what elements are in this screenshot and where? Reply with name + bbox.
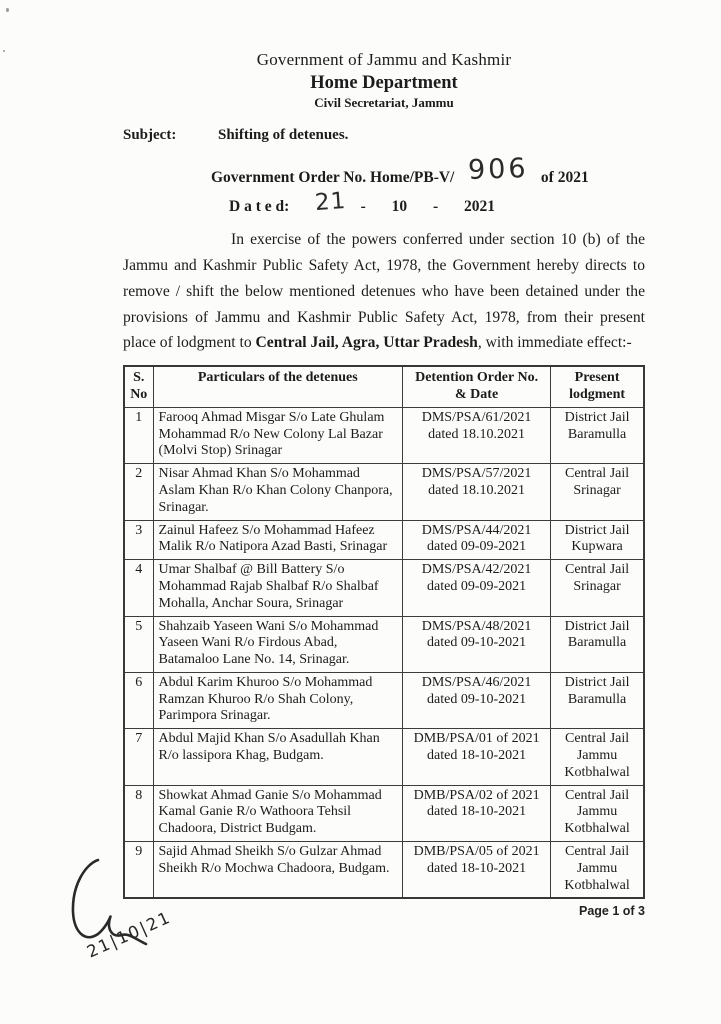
lodgment-cell: District Jail Baramulla <box>551 616 644 672</box>
detenues-table <box>123 365 645 899</box>
order-number-prefix: Government Order No. Home/PB-V/ <box>211 169 455 187</box>
table-header-row <box>124 366 644 407</box>
lodgment-cell: District Jail Baramulla <box>551 407 644 463</box>
subject-text: Shifting of detenues. <box>218 127 349 144</box>
detention-order-number: DMS/PSA/57/2021 <box>421 466 532 482</box>
table-row <box>124 520 644 560</box>
table-row <box>124 407 644 463</box>
detention-order-date: dated 18-10-2021 <box>427 860 527 876</box>
handwritten-date: 21|10|21 <box>84 907 175 962</box>
table-row <box>124 672 644 728</box>
sno-cell: 9 <box>124 842 153 899</box>
dated-label: D a t e d: <box>229 198 290 216</box>
dated-line <box>229 188 645 217</box>
detention-order-number: DMB/PSA/02 of 2021 <box>413 787 540 803</box>
particulars-cell: Farooq Ahmad Misgar S/o Late Ghulam Mohammad R/o New Colony Lal Bazar (Molvi Stop) Srinagar <box>153 407 403 463</box>
table-row <box>124 785 644 841</box>
detention-order-date: dated 18.10.2021 <box>428 426 525 442</box>
sno-cell: 4 <box>124 560 153 616</box>
body-destination-bold: Central Jail, Agra, Uttar Pradesh <box>255 334 478 352</box>
secretariat-subtitle: Civil Secretariat, Jammu <box>314 95 454 111</box>
table-row <box>124 616 644 672</box>
lodgment-cell: District Jail Kupwara <box>551 520 644 560</box>
detention-order-number: DMS/PSA/46/2021 <box>421 674 532 690</box>
detention-order-cell <box>403 464 551 520</box>
particulars-cell: Umar Shalbaf @ Bill Battery S/o Mohammad Rajab Shalbaf R/o Shalbaf Mohalla, Anchar Soura, Srinagar <box>153 560 403 616</box>
lodgment-cell: Central Jail Srinagar <box>551 560 644 616</box>
particulars-cell: Shahzaib Yaseen Wani S/o Mohammad Yaseen Wani R/o Firdous Abad, Batamaloo Lane No. 14, Srinagar. <box>153 616 403 672</box>
particulars-cell: Nisar Ahmad Khan S/o Mohammad Aslam Khan R/o Khan Colony Chanpora, Srinagar. <box>153 464 403 520</box>
sno-cell: 2 <box>124 464 153 520</box>
detention-order-number: DMB/PSA/05 of 2021 <box>413 844 540 860</box>
detention-order-number: DMS/PSA/48/2021 <box>421 618 532 634</box>
detention-order-cell <box>403 520 551 560</box>
handwritten-day: 21 <box>314 188 348 217</box>
body-text: In exercise of the powers conferred under section 10 (b) of the Jammu and Kashmir Public Safety Act, 1978, the Government hereby directs to remove / shift the below mentioned detenues who have been detained under the provisions of Jammu and Kashmir Public Safety Act, 1978, from their present place of lodgment to <box>123 231 645 352</box>
detention-order-date: dated 09-09-2021 <box>427 539 527 555</box>
detention-order-date: dated 09-10-2021 <box>427 691 527 707</box>
sno-cell: 3 <box>124 520 153 560</box>
header-detention-order: Detention Order No. & Date <box>403 366 551 407</box>
table-row <box>124 464 644 520</box>
lodgment-cell: District Jail Baramulla <box>551 672 644 728</box>
detention-order-cell <box>403 560 551 616</box>
detention-order-cell <box>403 407 551 463</box>
detention-order-date: dated 18.10.2021 <box>428 482 525 498</box>
page-number: Page 1 of 3 <box>579 904 645 919</box>
lodgment-cell: Central Jail Jammu Kotbhalwal <box>551 729 644 785</box>
detention-order-number: DMB/PSA/01 of 2021 <box>413 731 540 747</box>
header-particulars: Particulars of the detenues <box>153 366 403 407</box>
lodgment-cell: Central Jail Srinagar <box>551 464 644 520</box>
header-present-lodgment: Present lodgment <box>551 366 644 407</box>
detention-order-cell <box>403 842 551 899</box>
sno-cell: 8 <box>124 785 153 841</box>
subject-label: Subject: <box>123 127 177 144</box>
scan-speck <box>6 8 9 12</box>
table-row <box>124 729 644 785</box>
dated-month-year: - 10 - 2021 <box>360 198 496 216</box>
lodgment-cell: Central Jail Jammu Kotbhalwal <box>551 842 644 899</box>
header-sno: S. No <box>124 366 153 407</box>
order-number-line <box>211 153 645 189</box>
sno-cell: 7 <box>124 729 153 785</box>
sno-cell: 5 <box>124 616 153 672</box>
particulars-cell: Abdul Majid Khan S/o Asadullah Khan R/o lassipora Khag, Budgam. <box>153 729 403 785</box>
detention-order-date: dated 18-10-2021 <box>427 804 527 820</box>
government-title: Government of Jammu and Kashmir <box>256 50 512 69</box>
detention-order-number: DMS/PSA/44/2021 <box>421 522 532 538</box>
handwritten-order-number: 906 <box>467 153 530 187</box>
detention-order-cell <box>403 672 551 728</box>
order-body-paragraph <box>123 227 645 356</box>
document-header <box>123 50 645 111</box>
particulars-cell: Abdul Karim Khuroo S/o Mohammad Ramzan Khuroo R/o Shah Colony, Parimpora Srinagar. <box>153 672 403 728</box>
order-block <box>211 153 645 217</box>
table-row <box>124 560 644 616</box>
detention-order-date: dated 09-09-2021 <box>427 578 527 594</box>
sno-cell: 6 <box>124 672 153 728</box>
order-number-suffix: of 2021 <box>540 169 589 187</box>
detention-order-number: DMS/PSA/61/2021 <box>421 409 532 425</box>
detention-order-number: DMS/PSA/42/2021 <box>421 562 532 578</box>
department-title: Home Department <box>310 72 458 93</box>
detention-order-cell <box>403 729 551 785</box>
detention-order-date: dated 09-10-2021 <box>427 635 527 651</box>
table-row <box>124 842 644 899</box>
scan-speck <box>3 50 5 52</box>
sno-cell: 1 <box>124 407 153 463</box>
subject-line <box>123 127 645 144</box>
document-content <box>123 50 645 918</box>
detention-order-cell <box>403 785 551 841</box>
lodgment-cell: Central Jail Jammu Kotbhalwal <box>551 785 644 841</box>
particulars-cell: Showkat Ahmad Ganie S/o Mohammad Kamal Ganie R/o Wathoora Tehsil Chadoora, District Budgam. <box>153 785 403 841</box>
detention-order-date: dated 18-10-2021 <box>427 748 527 764</box>
particulars-cell: Sajid Ahmad Sheikh S/o Gulzar Ahmad Sheikh R/o Mochwa Chadoora, Budgam. <box>153 842 403 899</box>
detention-order-cell <box>403 616 551 672</box>
particulars-cell: Zainul Hafeez S/o Mohammad Hafeez Malik R/o Natipora Azad Basti, Srinagar <box>153 520 403 560</box>
body-text-end: , with immediate effect:- <box>477 334 632 352</box>
